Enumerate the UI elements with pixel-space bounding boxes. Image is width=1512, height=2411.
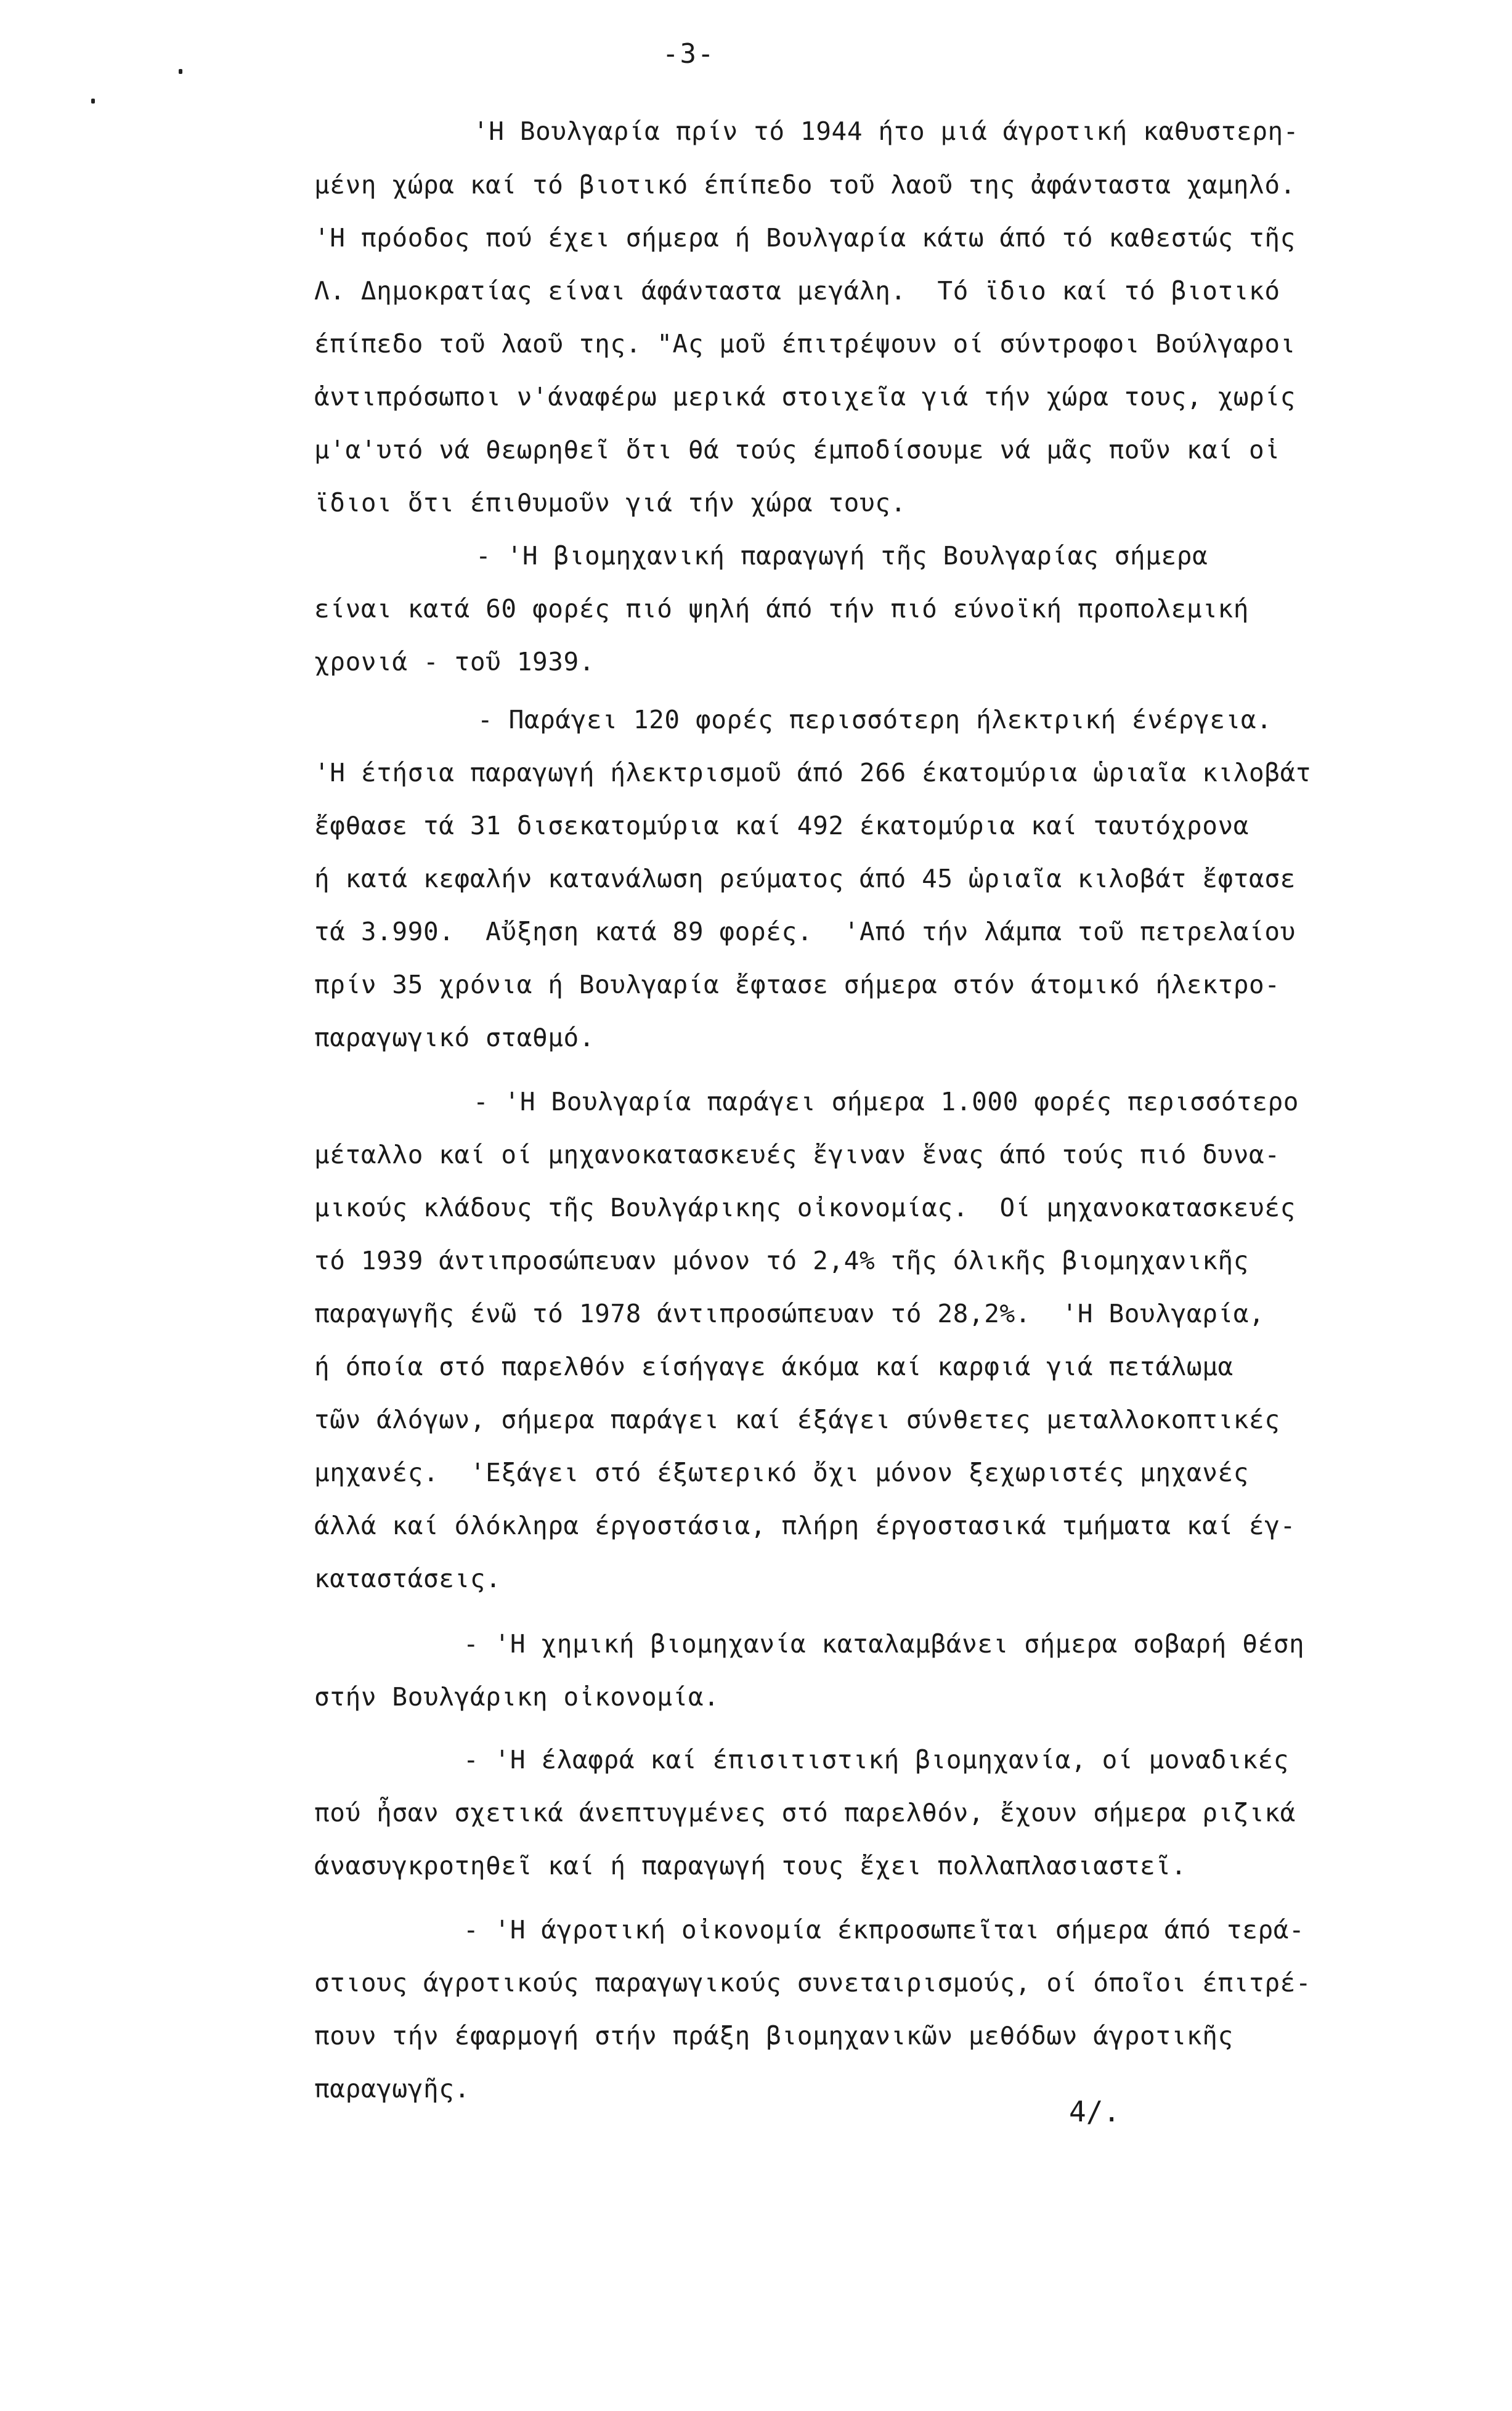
text-line: ϊδιοι ὅτι έπιθυμοῦν γιά τήν χώρα τους. bbox=[314, 488, 906, 518]
text-line: τά 3.990. Αὔξηση κατά 89 φορές. 'Από τήν λάμπα τοῦ πετρελαίου bbox=[314, 917, 1296, 946]
text-line: 'Η έτήσια παραγωγή ήλεκτρισμοῦ άπό 266 έκατομύρια ὡριαῖα κιλοβάτ bbox=[314, 758, 1312, 787]
text-line: πρίν 35 χρόνια ή Βουλγαρία ἔφτασε σήμερα στόν άτομικό ήλεκτρο- bbox=[314, 970, 1280, 999]
text-line: άλλά καί όλόκληρα έργοστάσια, πλήρη έργοστασικά τμήματα καί έγ- bbox=[314, 1511, 1296, 1540]
scan-speck bbox=[179, 69, 182, 74]
text-line: άνασυγκροτηθεῖ καί ή παραγωγή τους ἔχει πολλαπλασιαστεῖ. bbox=[314, 1851, 1187, 1880]
text-line: έπίπεδο τοῦ λαοῦ της. "Ας μοῦ έπιτρέψουν οί σύντροφοι Βούλγαροι bbox=[314, 329, 1296, 359]
text-line: ή όποία στό παρελθόν είσήγαγε άκόμα καί καρφιά γιά πετάλωμα bbox=[314, 1352, 1234, 1381]
text-line: ἔφθασε τά 31 δισεκατομύρια καί 492 έκατομύρια καί ταυτόχρονα bbox=[314, 811, 1250, 840]
text-line: - 'Η Βουλγαρία παράγει σήμερα 1.000 φορές περισσότερο bbox=[473, 1087, 1299, 1116]
continuation-page-ref: 4/. bbox=[1069, 2095, 1121, 2128]
text-line: στιους άγροτικούς παραγωγικούς συνεταιρισμούς, οί όποῖοι έπιτρέ- bbox=[314, 1968, 1312, 1998]
text-line: μ'α'υτό νά θεωρηθεῖ ὅτι θά τούς έμποδίσουμε νά μᾶς ποῦν καί οἱ bbox=[314, 435, 1280, 465]
text-line: πουν τήν έφαρμογή στήν πράξη βιομηχανικῶν μεθόδων άγροτικῆς bbox=[314, 2021, 1234, 2051]
text-line: είναι κατά 60 φορές πιό ψηλή άπό τήν πιό εύνοϊκή προπολεμική bbox=[314, 594, 1250, 624]
text-line: ἀντιπρόσωποι ν'άναφέρω μερικά στοιχεῖα γιά τήν χώρα τους, χωρίς bbox=[314, 382, 1296, 412]
text-line: μένη χώρα καί τό βιοτικό έπίπεδο τοῦ λαοῦ της ἀφάνταστα χαμηλό. bbox=[314, 170, 1296, 200]
text-line: παραγωγῆς ένῶ τό 1978 άντιπροσώπευαν τό 28,2%. 'Η Βουλγαρία, bbox=[314, 1299, 1265, 1328]
scan-speck bbox=[91, 99, 95, 104]
text-line: τῶν άλόγων, σήμερα παράγει καί έξάγει σύνθετες μεταλλοκοπτικές bbox=[314, 1405, 1280, 1434]
text-line: παραγωγικό σταθμό. bbox=[314, 1023, 595, 1052]
text-line: - 'Η άγροτική οἰκονομία έκπροσωπεῖται σήμερα άπό τερά- bbox=[463, 1915, 1305, 1945]
text-line: χρονιά - τοῦ 1939. bbox=[314, 647, 595, 677]
text-line: 'Η Βουλγαρία πρίν τό 1944 ήτο μιά άγροτική καθυστερη- bbox=[473, 116, 1299, 146]
text-line: - Παράγει 120 φορές περισσότερη ήλεκτρική ένέργεια. bbox=[478, 705, 1272, 734]
text-line: τό 1939 άντιπροσώπευαν μόνον τό 2,4% τῆς όλικῆς βιομηχανικῆς bbox=[314, 1246, 1250, 1275]
page-number-mark: -3- bbox=[662, 38, 715, 70]
text-line: στήν Βουλγάρικη οἰκονομία. bbox=[314, 1682, 720, 1712]
text-line: ή κατά κεφαλήν κατανάλωση ρεύματος άπό 45 ὡριαῖα κιλοβάτ ἔφτασε bbox=[314, 864, 1296, 893]
text-line: παραγωγῆς. bbox=[314, 2074, 470, 2104]
text-line: 'Η πρόοδος πού έχει σήμερα ή Βουλγαρία κάτω άπό τό καθεστώς τῆς bbox=[314, 223, 1296, 253]
text-line: μικούς κλάδους τῆς Βουλγάρικης οἰκονομίας. Οί μηχανοκατασκευές bbox=[314, 1193, 1296, 1222]
text-line: καταστάσεις. bbox=[314, 1564, 502, 1593]
text-line: - 'Η έλαφρά καί έπισιτιστική βιομηχανία, οί μοναδικές bbox=[463, 1745, 1290, 1775]
text-line: πού ἦσαν σχετικά άνεπτυγμένες στό παρελθόν, ἔχουν σήμερα ριζικά bbox=[314, 1798, 1296, 1828]
text-line: - 'Η βιομηχανική παραγωγή τῆς Βουλγαρίας σήμερα bbox=[476, 541, 1208, 571]
text-line: μέταλλο καί οί μηχανοκατασκευές ἔγιναν ἕνας άπό τούς πιό δυνα- bbox=[314, 1140, 1280, 1169]
text-line: μηχανές. 'Εξάγει στό έξωτερικό ὄχι μόνον ξεχωριστές μηχανές bbox=[314, 1458, 1250, 1487]
text-line: - 'Η χημική βιομηχανία καταλαμβάνει σήμερα σοβαρή θέση bbox=[463, 1629, 1305, 1659]
text-line: Λ. Δημοκρατίας είναι άφάνταστα μεγάλη. Τό ϊδιο καί τό βιοτικό bbox=[314, 276, 1280, 306]
